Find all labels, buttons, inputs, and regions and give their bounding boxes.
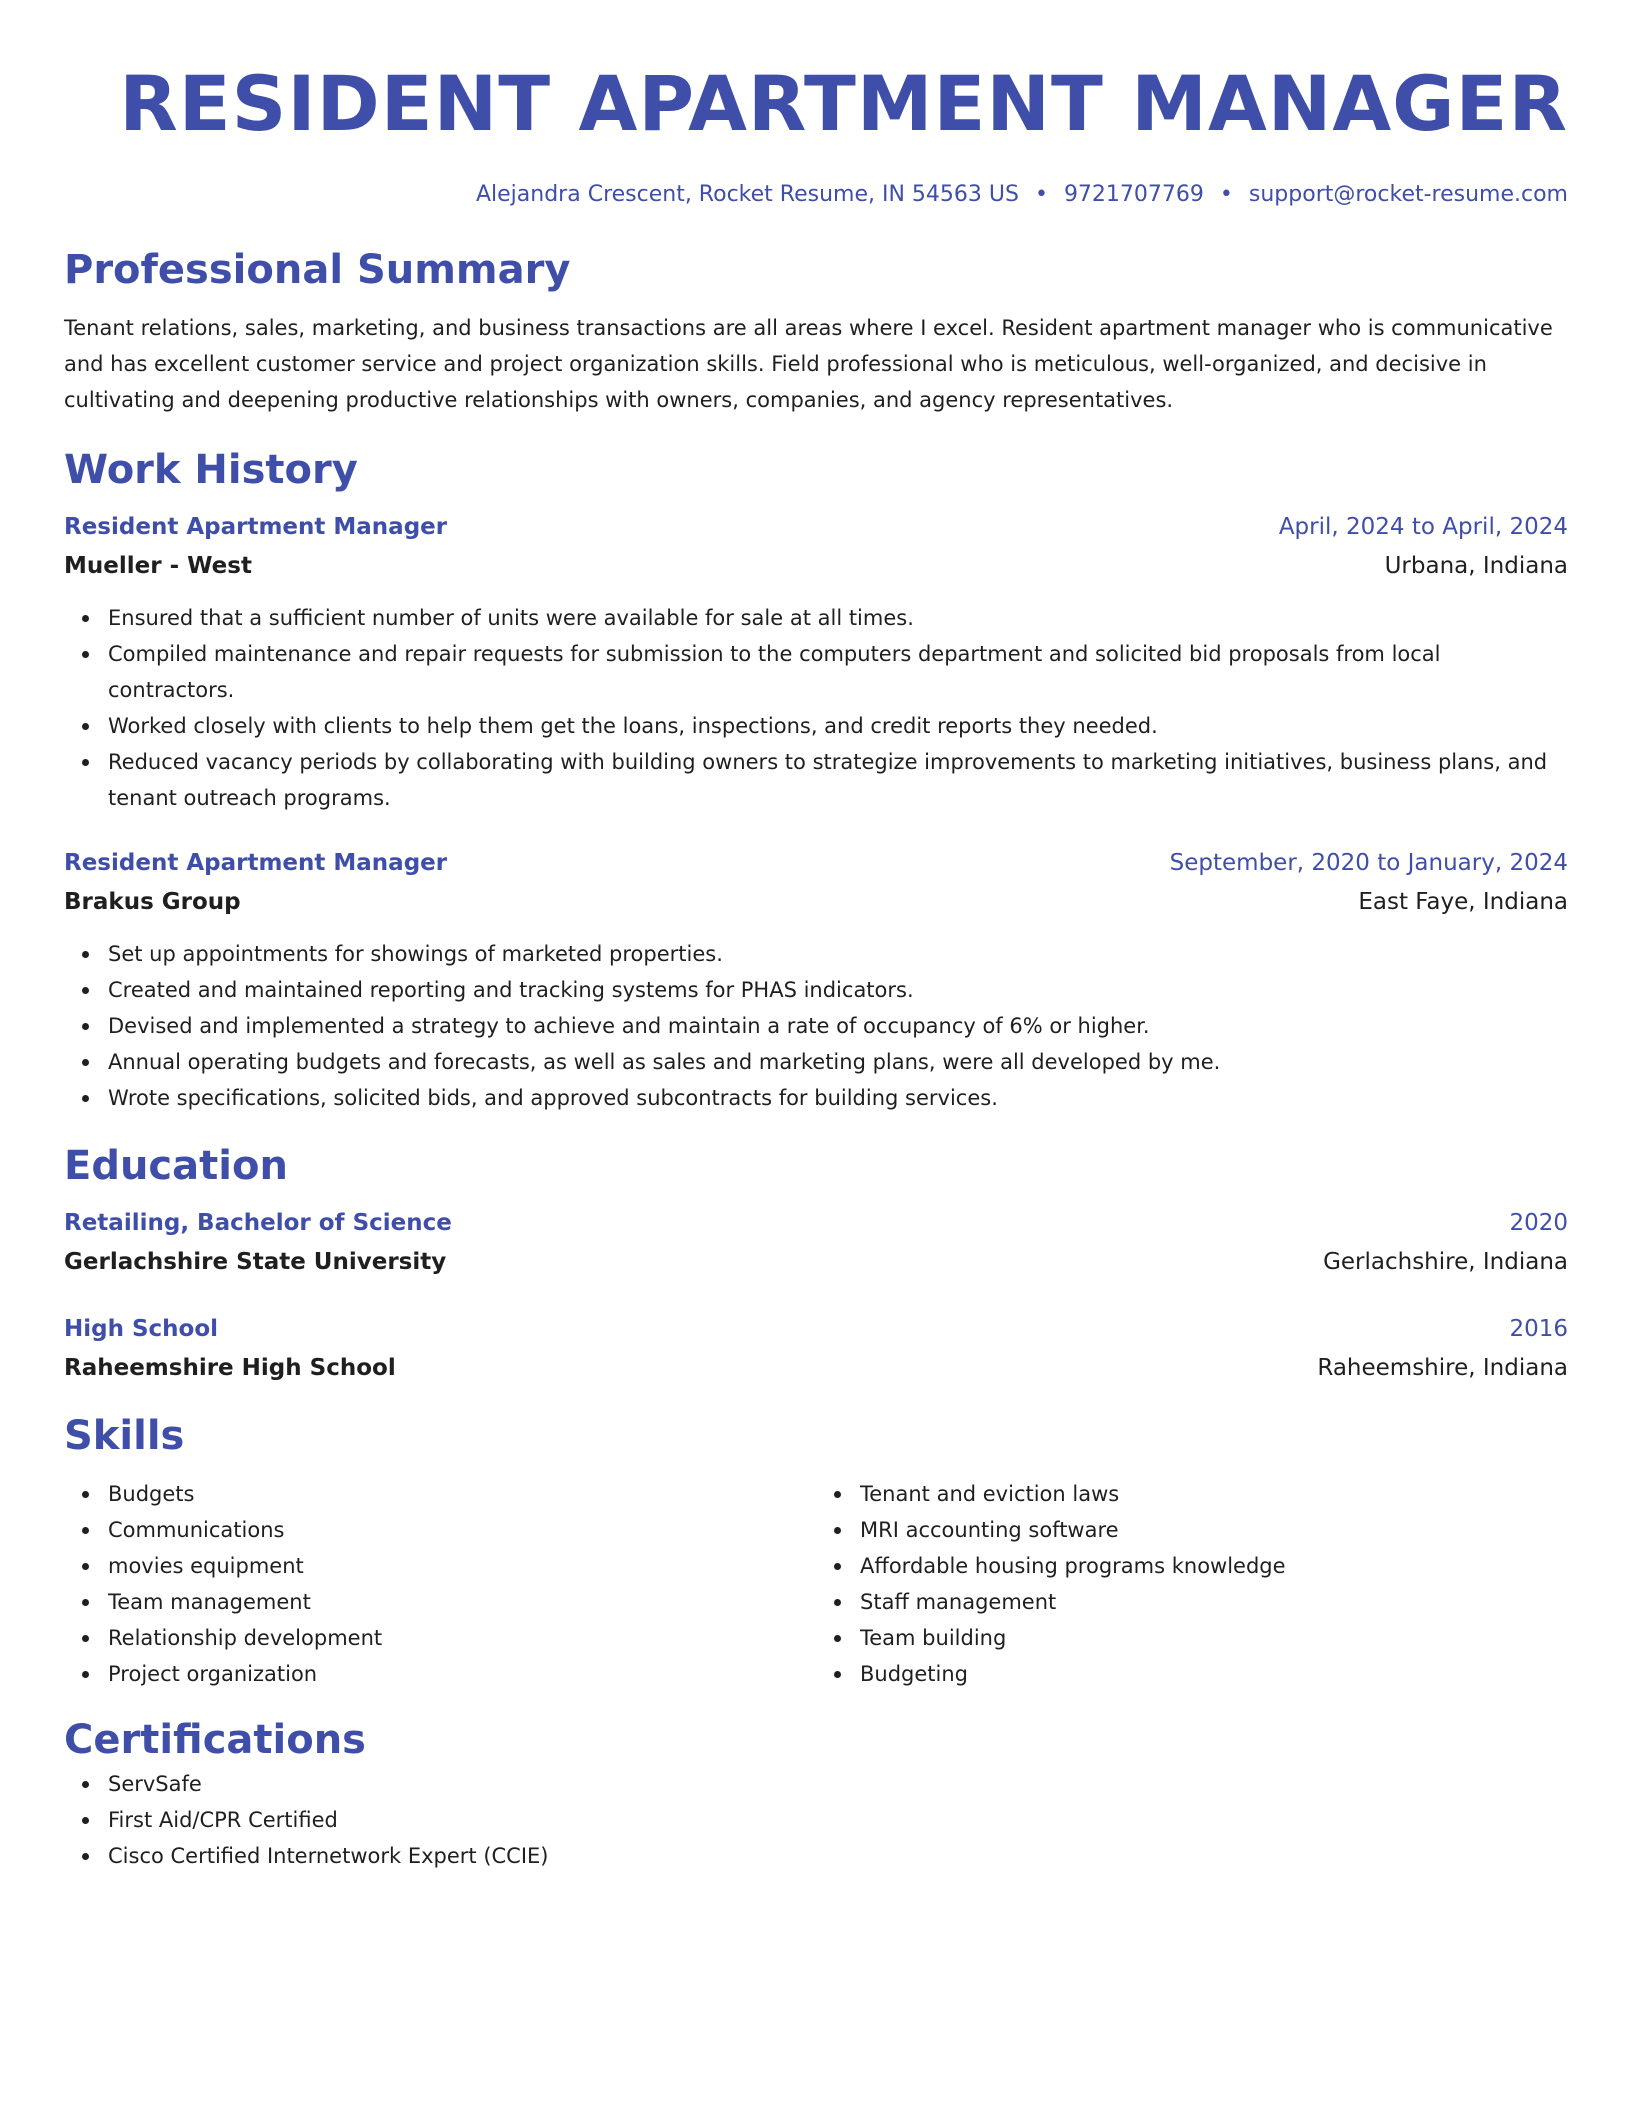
job-header	[64, 508, 1568, 546]
education-degree: High School	[64, 1316, 219, 1342]
list-item: Devised and implemented a strategy to achieve and maintain a rate of occupancy of 6% or higher.	[108, 1008, 1568, 1044]
education-location: Gerlachshire, Indiana	[1323, 1249, 1568, 1275]
skills-column-left	[64, 1476, 816, 1692]
skills-heading: Skills	[64, 1413, 185, 1459]
job-dates: September, 2020 to January, 2024	[1169, 850, 1568, 876]
list-item: Budgets	[108, 1476, 816, 1512]
education-subheader	[64, 1348, 1568, 1388]
list-item: Project organization	[108, 1656, 816, 1692]
list-item: MRI accounting software	[860, 1512, 1568, 1548]
skills-list	[64, 1476, 816, 1692]
job-company: Mueller - West	[64, 553, 252, 579]
list-item: Relationship development	[108, 1620, 816, 1656]
list-item: Affordable housing programs knowledge	[860, 1548, 1568, 1584]
list-item: ServSafe	[108, 1766, 1568, 1802]
education-heading: Education	[64, 1143, 288, 1189]
list-item: Compiled maintenance and repair requests for submission to the computers department and solicited bid proposals from local contractors.	[108, 636, 1568, 708]
list-item: First Aid/CPR Certified	[108, 1802, 1568, 1838]
job-bullets	[64, 600, 1568, 816]
job-role: Resident Apartment Manager	[64, 514, 448, 540]
contact-line	[64, 180, 1568, 210]
job-location: Urbana, Indiana	[1384, 553, 1568, 579]
list-item: Annual operating budgets and forecasts, as well as sales and marketing plans, were all developed by me.	[108, 1044, 1568, 1080]
education-entry	[64, 1204, 1568, 1282]
job-bullets	[64, 936, 1568, 1116]
list-item: Set up appointments for showings of marketed properties.	[108, 936, 1568, 972]
list-item: Created and maintained reporting and tracking systems for PHAS indicators.	[108, 972, 1568, 1008]
list-item: Wrote specifications, solicited bids, and approved subcontracts for building services.	[108, 1080, 1568, 1116]
list-item: Reduced vacancy periods by collaborating with building owners to strategize improvements to marketing initiatives, business plans, and tenant outreach programs.	[108, 744, 1568, 816]
resume-title: RESIDENT APARTMENT MANAGER	[119, 59, 1568, 148]
contact-separator: •	[1034, 182, 1048, 207]
contact-phone: 9721707769	[1063, 182, 1204, 207]
job-company: Brakus Group	[64, 889, 241, 915]
job-header	[64, 844, 1568, 882]
education-subheader	[64, 1242, 1568, 1282]
job-subheader	[64, 546, 1568, 586]
list-item: movies equipment	[108, 1548, 816, 1584]
list-item: Cisco Certified Internetwork Expert (CCIE)	[108, 1838, 1568, 1874]
job-entry	[64, 508, 1568, 816]
list-item: Worked closely with clients to help them get the loans, inspections, and credit reports they needed.	[108, 708, 1568, 744]
job-subheader	[64, 882, 1568, 922]
education-header	[64, 1204, 1568, 1242]
list-item: Ensured that a sufficient number of units were available for sale at all times.	[108, 600, 1568, 636]
education-header	[64, 1310, 1568, 1348]
education-degree: Retailing, Bachelor of Science	[64, 1210, 452, 1236]
list-item: Communications	[108, 1512, 816, 1548]
job-dates: April, 2024 to April, 2024	[1278, 514, 1568, 540]
list-item: Budgeting	[860, 1656, 1568, 1692]
education-entry	[64, 1310, 1568, 1388]
skills-grid	[64, 1476, 1568, 1692]
contact-email: support@rocket-resume.com	[1248, 182, 1568, 207]
list-item: Team management	[108, 1584, 816, 1620]
education-year: 2016	[1509, 1316, 1568, 1342]
job-role: Resident Apartment Manager	[64, 850, 448, 876]
work-history-heading: Work History	[64, 447, 358, 493]
skills-column-right	[816, 1476, 1568, 1692]
summary-heading: Professional Summary	[64, 247, 571, 293]
certifications-heading: Certifications	[64, 1717, 366, 1763]
certifications-list	[64, 1766, 1568, 1874]
list-item: Tenant and eviction laws	[860, 1476, 1568, 1512]
summary-text: Tenant relations, sales, marketing, and business transactions are all areas where I excel. Resident apartment manager who is communicative and has excellent customer service and project organization skills. Field professional who is meticulous, well-organized, and decisive in cultivating and deepening productive relationships with owners, companies, and agency representatives.	[64, 316, 1553, 412]
list-item: Staff management	[860, 1584, 1568, 1620]
education-school: Raheemshire High School	[64, 1355, 396, 1381]
education-location: Raheemshire, Indiana	[1317, 1355, 1568, 1381]
education-year: 2020	[1509, 1210, 1568, 1236]
contact-separator: •	[1219, 182, 1233, 207]
skills-list	[816, 1476, 1568, 1692]
job-location: East Faye, Indiana	[1358, 889, 1568, 915]
list-item: Team building	[860, 1620, 1568, 1656]
contact-address: Alejandra Crescent, Rocket Resume, IN 54563 US	[475, 182, 1019, 207]
job-entry	[64, 844, 1568, 1116]
education-school: Gerlachshire State University	[64, 1249, 447, 1275]
